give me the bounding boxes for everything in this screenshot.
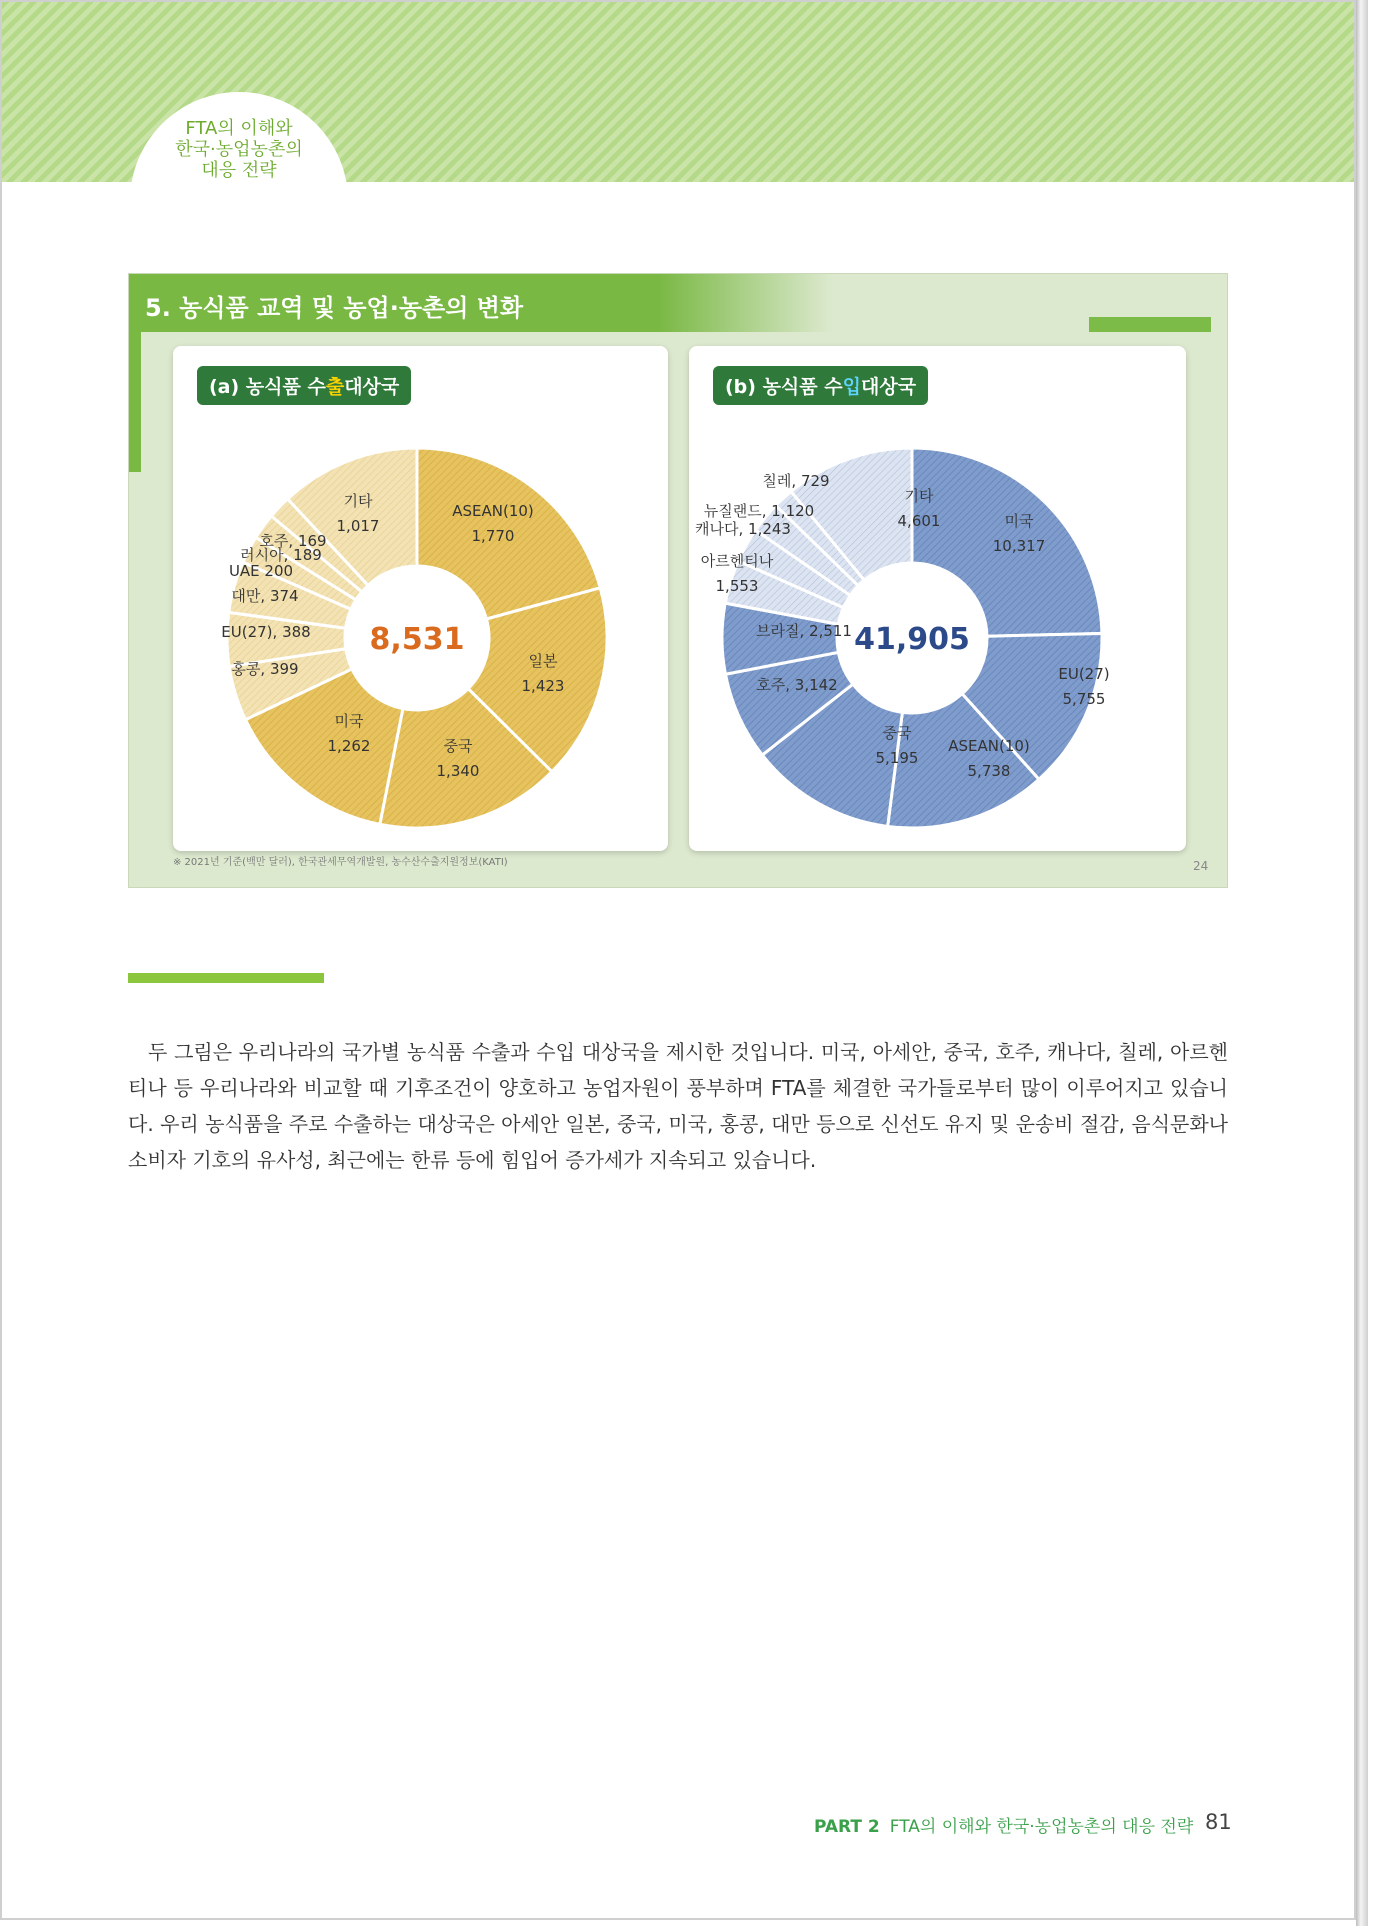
page-edge <box>1356 0 1368 1926</box>
slice-value-label: 5,195 <box>875 749 919 767</box>
slice-name-label: 중국 <box>882 724 912 742</box>
chapter-title-line: 한국·농업농촌의 <box>175 139 303 160</box>
slide-footnote: ※ 2021년 기준(백만 달러), 한국관세무역개발원, 농수산수출지원정보(KATI) <box>173 857 508 868</box>
title-prefix: (a) 농식품 수 <box>209 376 326 398</box>
slide-page-number: 24 <box>1193 859 1209 873</box>
title-suffix: 대상국 <box>344 376 400 398</box>
slice-value-label: 호주, 3,142 <box>756 676 838 694</box>
slide-title: 5. 농식품 교역 및 농업·농촌의 변화 <box>145 294 524 322</box>
slice-name-label: 기타 <box>343 492 373 510</box>
slice-value-label: 1,262 <box>327 737 371 755</box>
slide-left-bar <box>129 332 141 472</box>
slice-value-label: UAE 200 <box>228 562 294 580</box>
slice-name-label: ASEAN(10) <box>948 737 1030 755</box>
page-footer <box>814 1812 1193 1837</box>
slice-value-label: 홍콩, 399 <box>231 660 299 678</box>
footer-part: PART 2 <box>814 1817 880 1837</box>
slice-value-label: 5,755 <box>1062 690 1106 708</box>
slice-name-label: EU(27) <box>1058 665 1110 683</box>
slice-value-label: 1,423 <box>521 677 565 695</box>
title-highlight: 출 <box>325 376 345 398</box>
chart-total-label: 8,531 <box>369 622 465 657</box>
export-chart-title <box>197 366 411 405</box>
slice-value-label: 칠레, 729 <box>762 472 830 490</box>
import-chart-panel <box>689 346 1186 851</box>
slide-accent-bar <box>1089 317 1211 332</box>
slice-name-label: 중국 <box>443 737 473 755</box>
slide-figure <box>128 273 1228 888</box>
export-chart-panel <box>173 346 668 851</box>
body-paragraph: 두 그림은 우리나라의 국가별 농식품 수출과 수입 대상국을 제시한 것입니다. 미국, 아세안, 중국, 호주, 캐나다, 칠레, 아르헨티나 등 우리나라와 비교할 때 기후조건이 양호하고 농업자원이 풍부하며 FTA를 체결한 국가들로부터 많이 이루어지고 있습니다. 우리 농식품을 주로 수출하는 대상국은 아세안 일본, 중국, 미국, 홍콩, 대만 등으로 신선도 유지 및 운송비 절감, 음식문화나 소비자 기호의 유사성, 최근에는 한류 등에 힘입어 증가세가 지속되고 있습니다. <box>128 1040 1228 1172</box>
footer-title: FTA의 이해와 한국·농업농촌의 대응 전략 <box>889 1817 1194 1837</box>
import-chart-title <box>713 366 928 405</box>
slice-name-label: 일본 <box>528 652 558 670</box>
slice-value-label: EU(27), 388 <box>221 623 311 641</box>
slice-name-label: 기타 <box>904 487 934 505</box>
slice-value-label: 1,553 <box>715 577 759 595</box>
slice-value-label: 호주, 169 <box>259 532 327 550</box>
title-prefix: (b) 농식품 수 <box>725 376 843 398</box>
slice-value-label: 1,770 <box>471 527 515 545</box>
slice-value-label: 1,017 <box>336 517 380 535</box>
slice-value-label: 대만, 374 <box>231 587 299 605</box>
chapter-title-line: 대응 전략 <box>201 160 277 181</box>
page-number: 81 <box>1205 1810 1232 1834</box>
slice-name-label: 미국 <box>334 712 364 730</box>
chapter-title <box>130 118 348 181</box>
slice-name-label: 미국 <box>1004 512 1034 530</box>
slice-value-label: 뉴질랜드, 1,120 <box>703 502 815 520</box>
chapter-title-line: FTA의 이해와 <box>185 118 293 139</box>
slice-name-label: ASEAN(10) <box>452 502 534 520</box>
slice-name-label: 아르헨티나 <box>700 552 774 570</box>
slice-value-label: 브라질, 2,511 <box>756 622 852 640</box>
slice-value-label: 러시아, 189 <box>240 546 322 564</box>
slice-value-label: 1,340 <box>436 762 480 780</box>
import-donut-chart <box>689 346 1186 851</box>
title-highlight: 입 <box>842 376 861 398</box>
slice-value-label: 5,738 <box>967 762 1011 780</box>
slice-value-label: 캐나다, 1,243 <box>695 520 791 538</box>
chart-total-label: 41,905 <box>854 622 970 657</box>
slice-value-label: 4,601 <box>897 512 941 530</box>
export-donut-chart <box>173 346 668 851</box>
title-suffix: 대상국 <box>860 376 917 398</box>
slice-value-label: 10,317 <box>992 537 1046 555</box>
section-divider <box>128 973 324 983</box>
